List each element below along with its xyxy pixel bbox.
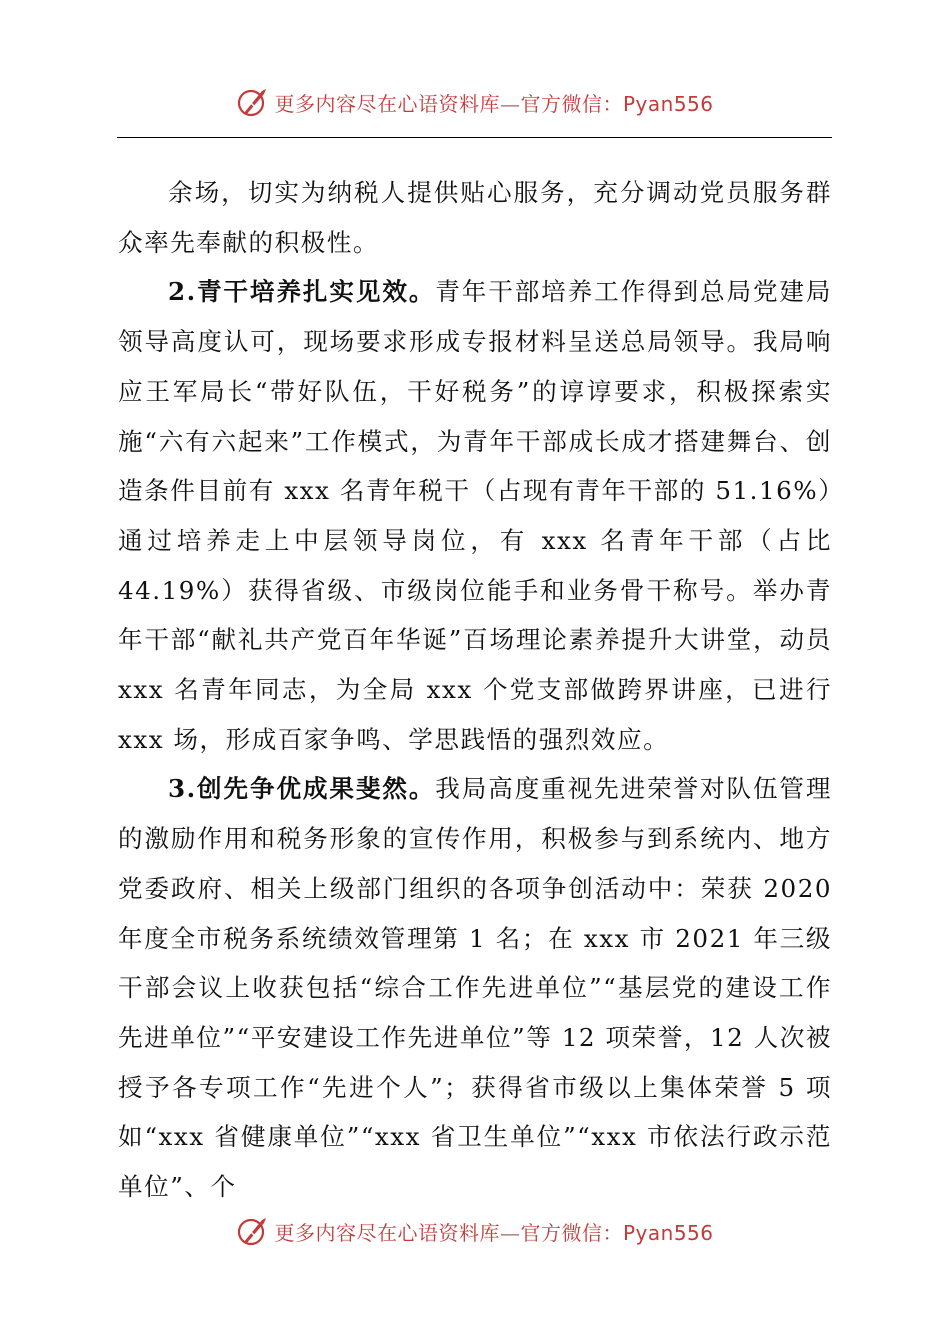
paragraph-heading: 3.创先争优成果斐然。 [168,774,436,804]
quill-logo-icon [236,1214,270,1248]
footer-brand-text: 更多内容尽在心语资料库—官方微信：Pyan556 [274,1220,714,1245]
page-footer-watermark [0,1211,950,1251]
paragraph-heading: 2.青干培养扎实见效。 [168,277,436,307]
header-divider [117,137,832,138]
document-body [118,168,832,1212]
paragraph: 余场，切实为纳税人提供贴心服务，充分调动党员服务群众率先奉献的积极性。 [118,178,832,257]
paragraph [118,764,832,1211]
paragraph [118,267,832,764]
header-brand-text: 更多内容尽在心语资料库—官方微信：Pyan556 [274,91,714,116]
paragraph-text: 我局高度重视先进荣誉对队伍管理的激励作用和税务形象的宣传作用，积极参与到系统内、地方党委政府、相关上级部门组织的各项争创活动中：荣获 2020 年度全市税务系统绩效管理第 1 名；在 xxx 市 2021 年三级干部会议上收获包括“综合工作先进单位”“基层党的建设工作先进单位”“平安建设工作先进单位”等 12 项荣誉，12 人次被授予各专项工作“先进个人”；获得省市级以上集体荣誉 5 项如“xxx 省健康单位”“xxx 省卫生单位”“xxx 市依法行政示范单位”、个 [118,774,832,1202]
quill-logo-icon [236,85,270,119]
paragraph-text: 青年干部培养工作得到总局党建局领导高度认可，现场要求形成专报材料呈送总局领导。我局响应王军局长“带好队伍，干好税务”的谆谆要求，积极探索实施“六有六起来”工作模式，为青年干部成长成才搭建舞台、创造条件目前有 xxx 名青年税干（占现有青年干部的 51.16%）通过培养走上中层领导岗位，有 xxx 名青年干部（占比 44.19%）获得省级、市级岗位能手和业务骨干称号。举办青年干部“献礼共产党百年华诞”百场理论素养提升大讲堂，动员 xxx 名青年同志，为全局 xxx 个党支部做跨界讲座，已进行 xxx 场，形成百家争鸣、学思践悟的强烈效应。 [118,277,832,754]
page-header-watermark [0,82,950,122]
